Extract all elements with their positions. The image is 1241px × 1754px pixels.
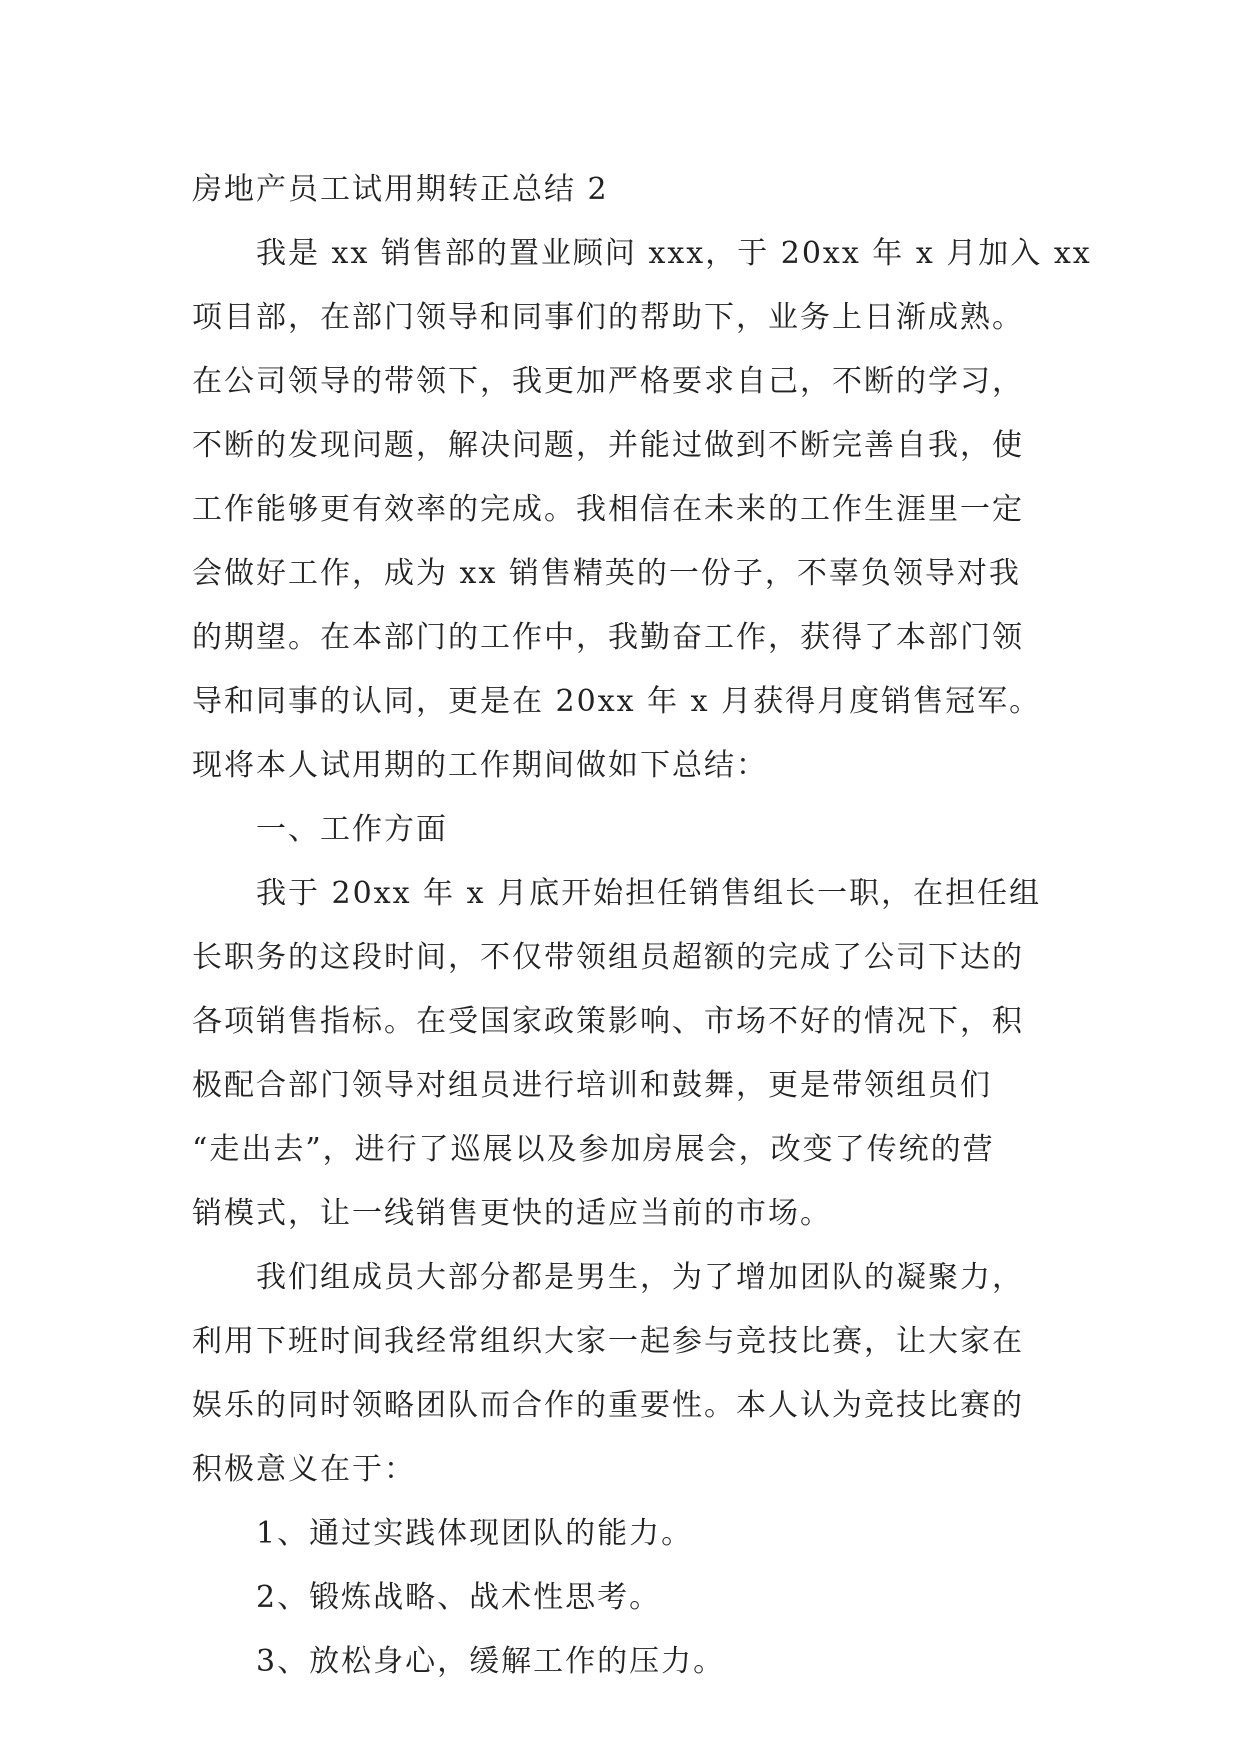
paragraph-line: 长职务的这段时间，不仅带领组员超额的完成了公司下达的 — [192, 940, 1024, 975]
paragraph-line: 现将本人试用期的工作期间做如下总结： — [192, 748, 768, 783]
paragraph-line: 工作能够更有效率的完成。我相信在未来的工作生涯里一定 — [192, 492, 1024, 527]
document-page — [192, 158, 1092, 1694]
list-item: 1、通过实践体现团队的能力。 — [256, 1516, 694, 1551]
paragraph-line: 极配合部门领导对组员进行培训和鼓舞，更是带领组员们 — [192, 1068, 992, 1103]
paragraph-line: 我是 xx 销售部的置业顾问 xxx，于 20xx 年 x 月加入 xx — [256, 236, 1092, 271]
section-heading: 一、工作方面 — [256, 812, 448, 847]
paragraph-line: “走出去”，进行了巡展以及参加房展会，改变了传统的营 — [192, 1132, 995, 1167]
paragraph-line: 销模式，让一线销售更快的适应当前的市场。 — [192, 1196, 832, 1231]
paragraph-line: 利用下班时间我经常组织大家一起参与竞技比赛，让大家在 — [192, 1324, 1024, 1359]
paragraph-line: 我于 20xx 年 x 月底开始担任销售组长一职，在担任组 — [256, 876, 1042, 911]
document-title: 房地产员工试用期转正总结 2 — [192, 172, 609, 207]
paragraph-line: 的期望。在本部门的工作中，我勤奋工作，获得了本部门领 — [192, 620, 1024, 655]
paragraph-line: 娱乐的同时领略团队而合作的重要性。本人认为竞技比赛的 — [192, 1388, 1024, 1423]
paragraph-line: 积极意义在于： — [192, 1452, 416, 1487]
paragraph-line: 在公司领导的带领下，我更加严格要求自己，不断的学习， — [192, 364, 1024, 399]
list-item: 3、放松身心，缓解工作的压力。 — [256, 1644, 726, 1679]
paragraph-line: 各项销售指标。在受国家政策影响、市场不好的情况下，积 — [192, 1004, 1024, 1039]
list-item: 2、锻炼战略、战术性思考。 — [256, 1580, 662, 1615]
paragraph-line: 项目部，在部门领导和同事们的帮助下，业务上日渐成熟。 — [192, 300, 1024, 335]
paragraph-line: 导和同事的认同，更是在 20xx 年 x 月获得月度销售冠军。 — [192, 684, 1042, 719]
paragraph-line: 会做好工作，成为 xx 销售精英的一份子，不辜负领导对我 — [192, 556, 1021, 591]
paragraph-line: 不断的发现问题，解决问题，并能过做到不断完善自我，使 — [192, 428, 1024, 463]
paragraph-line: 我们组成员大部分都是男生，为了增加团队的凝聚力， — [256, 1260, 1024, 1295]
